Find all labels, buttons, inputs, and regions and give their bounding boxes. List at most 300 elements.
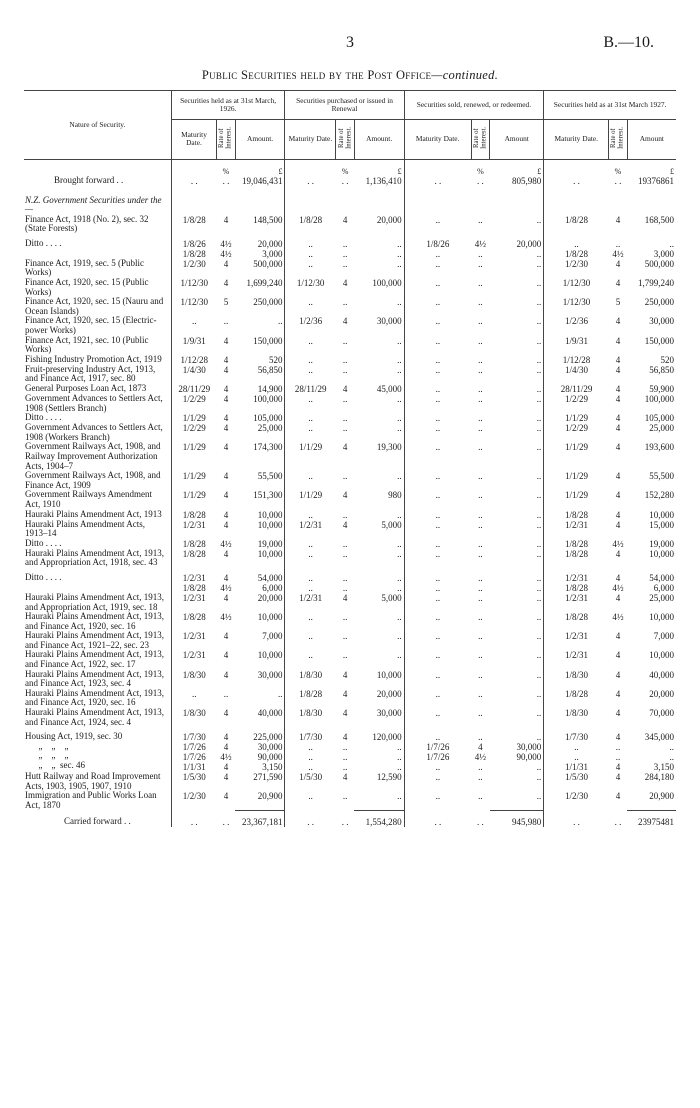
amount-cell: 100,000 bbox=[235, 394, 285, 413]
rate-cell: .. bbox=[478, 354, 483, 365]
amount-cell: 250,000 bbox=[644, 297, 674, 308]
amount-cell: 193,600 bbox=[644, 442, 674, 453]
rate-cell: .. bbox=[342, 354, 348, 365]
rate-cell: 4 bbox=[615, 490, 621, 501]
rate-cell: 4 bbox=[615, 708, 621, 719]
amount-cell: .. bbox=[354, 413, 404, 423]
rate-cell: .. bbox=[478, 509, 483, 520]
amount-cell: 23975481 bbox=[627, 811, 676, 828]
table-row bbox=[24, 727, 676, 772]
rate-cell: .. bbox=[223, 316, 229, 327]
amount-cell: 500,000 bbox=[644, 258, 674, 269]
amount-cell: .. bbox=[490, 278, 544, 297]
amount-cell: 10,000 bbox=[235, 612, 285, 631]
maturity-cell: 1/2/36 bbox=[299, 316, 323, 327]
maturity-cell: 1/5/30 bbox=[565, 772, 589, 783]
amount-cell: 40,000 bbox=[649, 669, 674, 680]
brought-forward-row: Brought forward . . . . . . 19,046,431 . . . . 1,136,410 . . . . 805,980 . . . . 19376861 bbox=[24, 176, 676, 196]
header-amount: Amount. bbox=[354, 120, 404, 160]
security-name: Housing Act, 1919, sec. 30 „ „ „ „ „ „ „ „ sec. 46 bbox=[24, 727, 171, 772]
rate-cell: .. bbox=[342, 335, 348, 346]
rate-cell: .. bbox=[342, 413, 348, 424]
maturity-cell: 1/8/28 bbox=[182, 214, 206, 225]
amount-cell: .. bbox=[354, 631, 404, 650]
header-group-purchased: Securities purchased or issued in Renewal bbox=[285, 91, 404, 120]
rate-cell: 4 bbox=[223, 509, 229, 520]
maturity-cell: 1/9/31 bbox=[182, 335, 206, 346]
rate-cell: 5 bbox=[223, 297, 229, 308]
rate-cell: 4 bbox=[223, 384, 229, 394]
maturity-cell: 1/8/30 bbox=[565, 708, 589, 719]
maturity-cell: 1/2/31 1/8/28 bbox=[182, 572, 206, 593]
rate-cell: 4 bbox=[342, 214, 348, 225]
amount-cell: .. bbox=[354, 259, 404, 278]
rate-cell: 5 bbox=[615, 297, 621, 308]
amount-cell: 20,000 bbox=[649, 688, 674, 699]
table-row bbox=[24, 549, 676, 568]
header-maturity-date: Maturity Date. bbox=[544, 120, 609, 160]
title-main: Public Securities held by the Post Office bbox=[201, 68, 432, 82]
amount-cell: 55,500 bbox=[235, 471, 285, 490]
rate-cell: 4 bbox=[615, 354, 621, 365]
security-name: Government Railways Act, 1908, and Railway Improvement Authorization Acts, 1904–7 bbox=[24, 442, 171, 471]
maturity-cell: 1/2/31 bbox=[182, 592, 206, 603]
rate-cell: 4 bbox=[223, 258, 229, 269]
rate-cell: 4 bbox=[223, 214, 229, 225]
maturity-cell: 1/8/26 1/8/28 bbox=[182, 238, 206, 259]
rate-cell: .. bbox=[342, 650, 348, 661]
amount-cell: 174,300 bbox=[235, 442, 285, 471]
rate-cell: 4 bbox=[223, 490, 229, 501]
maturity-cell: 1/12/28 bbox=[180, 354, 208, 365]
rate-cell: .. bbox=[342, 538, 348, 549]
rate-cell: .. .. bbox=[342, 238, 348, 259]
maturity-cell: .. bbox=[308, 612, 313, 623]
maturity-cell: .. bbox=[308, 297, 313, 308]
amount-cell: 55,500 bbox=[649, 471, 674, 482]
amount-cell: .. bbox=[354, 297, 404, 316]
table-row bbox=[24, 612, 676, 631]
maturity-cell: 1/12/30 bbox=[562, 278, 591, 289]
maturity-cell: 1/2/36 bbox=[565, 316, 589, 327]
amount-cell: 980 bbox=[354, 490, 404, 509]
amount-cell: 15,000 bbox=[649, 519, 674, 530]
table-row bbox=[24, 259, 676, 278]
maturity-cell: 1/8/26 .. bbox=[426, 238, 450, 259]
amount-cell: 148,500 bbox=[235, 215, 285, 234]
amount-cell: .. bbox=[490, 355, 544, 365]
rate-cell: 4 bbox=[615, 509, 621, 520]
maturity-cell: 1/2/30 bbox=[182, 258, 206, 269]
maturity-cell: .. bbox=[435, 519, 441, 530]
maturity-cell: 1/9/31 bbox=[565, 335, 589, 346]
rate-cell: 4 bbox=[223, 278, 229, 289]
amount-cell: .. bbox=[354, 394, 404, 413]
amount-cell: 45,000 bbox=[354, 384, 404, 394]
amount-cell: 54,000 6,000 bbox=[649, 572, 674, 593]
maturity-cell: 1/1/29 bbox=[565, 413, 589, 424]
maturity-cell: 1/1/29 bbox=[299, 442, 323, 453]
security-name: Government Railways Amendment Act, 1910 bbox=[24, 490, 171, 509]
amount-cell: .. bbox=[354, 612, 404, 631]
maturity-cell: .. bbox=[435, 688, 441, 699]
amount-cell: 40,000 bbox=[235, 708, 285, 727]
amount-cell: 105,000 bbox=[644, 413, 674, 424]
header-rate: Rate of Interest. bbox=[217, 120, 235, 160]
rate-cell: .. bbox=[478, 297, 483, 308]
rate-cell: 4 bbox=[615, 442, 621, 453]
maturity-cell: 1/4/30 bbox=[565, 364, 589, 375]
rate-cell: .. bbox=[342, 423, 348, 434]
rate-cell: 4 bbox=[223, 631, 229, 642]
maturity-cell: 1/1/29 bbox=[565, 471, 589, 482]
security-name: Finance Act, 1920, sec. 15 (Public Works) bbox=[24, 278, 171, 297]
section-heading-row bbox=[24, 196, 676, 215]
amount-cell: 10,000 bbox=[649, 548, 674, 559]
maturity-cell: .. bbox=[435, 612, 441, 623]
table-row bbox=[24, 423, 676, 442]
table-row bbox=[24, 490, 676, 509]
maturity-cell: .. bbox=[435, 413, 441, 424]
rate-cell: .. bbox=[478, 772, 483, 783]
rate-cell: 4 bbox=[615, 278, 621, 289]
rate-cell: .. .. bbox=[478, 572, 483, 593]
amount-cell: 945,980 bbox=[490, 811, 544, 828]
maturity-cell: .. bbox=[435, 214, 441, 225]
security-name: Hauraki Plains Amendment Act, 1913, and Finance Act, 1924, sec. 4 bbox=[24, 708, 171, 727]
amount-cell: 10,000 bbox=[354, 670, 404, 689]
security-name: Hauraki Plains Amendment Act, 1913 bbox=[24, 510, 171, 520]
amount-cell: .. bbox=[490, 650, 544, 669]
rate-cell: .. bbox=[478, 708, 483, 719]
amount-cell: 19,000 bbox=[649, 538, 674, 549]
security-name: Fishing Industry Promotion Act, 1919 bbox=[24, 355, 171, 365]
amount-cell: .. bbox=[354, 539, 404, 549]
amount-cell: 271,590 bbox=[235, 772, 285, 791]
security-name: Finance Act, 1918 (No. 2), sec. 32 (State Forests) bbox=[24, 215, 171, 234]
rate-cell: 4 4 4½ 4 bbox=[220, 732, 232, 773]
maturity-cell: 1/8/28 bbox=[182, 509, 206, 520]
amount-cell: .. bbox=[490, 612, 544, 631]
rate-cell: 4 bbox=[342, 772, 348, 783]
amount-cell: .. bbox=[354, 549, 404, 568]
header-maturity-date: Maturity Date. bbox=[171, 120, 216, 160]
amount-cell: 120,000 .. .. .. bbox=[354, 727, 404, 772]
table-row bbox=[24, 234, 676, 259]
securities-table bbox=[24, 90, 676, 827]
maturity-cell: .. bbox=[435, 592, 441, 603]
maturity-cell: .. bbox=[308, 548, 313, 559]
rate-cell: 4 bbox=[223, 708, 229, 719]
amount-cell: .. bbox=[490, 471, 544, 490]
rate-cell: .. bbox=[478, 631, 483, 642]
maturity-cell: .. bbox=[435, 548, 441, 559]
amount-cell: .. bbox=[490, 316, 544, 335]
rate-cell: 4 bbox=[615, 423, 621, 434]
amount-cell: .. .. bbox=[354, 568, 404, 593]
rate-cell: 4 bbox=[615, 384, 621, 394]
rate-cell: 4 bbox=[615, 519, 621, 530]
maturity-cell: .. .. bbox=[308, 238, 313, 259]
rate-cell: 4 bbox=[615, 316, 621, 327]
maturity-cell: 1/5/30 bbox=[299, 772, 323, 783]
maturity-cell: 1/2/29 bbox=[565, 394, 589, 404]
rate-cell: .. bbox=[223, 688, 229, 699]
table-row bbox=[24, 365, 676, 384]
rate-cell: 4 bbox=[223, 442, 229, 453]
table-row bbox=[24, 593, 676, 612]
amount-cell: 520 bbox=[235, 355, 285, 365]
amount-cell: 345,000 .. .. 3,150 bbox=[644, 732, 674, 773]
amount-cell: 151,300 bbox=[235, 490, 285, 509]
security-name: Fruit-preserving Industry Act, 1913, and Finance Act, 1917, sec. 80 bbox=[24, 365, 171, 384]
maturity-cell: .. bbox=[308, 423, 313, 434]
amount-cell: .. bbox=[235, 316, 285, 335]
amount-cell: 20,000 bbox=[354, 215, 404, 234]
rate-cell: 4 bbox=[615, 650, 621, 661]
maturity-cell: 1/4/30 bbox=[182, 364, 206, 375]
rate-cell: .. bbox=[342, 548, 348, 559]
header-maturity-date: Maturity Date. bbox=[285, 120, 336, 160]
maturity-cell: .. bbox=[435, 631, 441, 642]
maturity-cell: 1/12/30 bbox=[180, 297, 208, 308]
maturity-cell: 1/2/31 bbox=[299, 592, 323, 603]
security-name: Hauraki Plains Amendment Act, 1913, and Finance Act, 1923, sec. 4 bbox=[24, 670, 171, 689]
amount-cell: 19,300 bbox=[354, 442, 404, 471]
rate-cell: 4 bbox=[342, 688, 348, 699]
maturity-cell: .. bbox=[435, 669, 441, 680]
maturity-cell: 1/8/28 bbox=[565, 538, 589, 549]
amount-cell: .. bbox=[490, 520, 544, 539]
security-name: Government Advances to Settlers Act, 1908 (Settlers Branch) bbox=[24, 394, 171, 413]
security-name: Hauraki Plains Amendment Act, 1913, and Finance Act, 1922, sec. 17 bbox=[24, 650, 171, 669]
amount-cell: .. bbox=[354, 365, 404, 384]
amount-cell: .. bbox=[490, 510, 544, 520]
amount-cell: 805,980 bbox=[490, 176, 544, 196]
rate-cell: .. bbox=[478, 316, 483, 327]
maturity-cell: 1/8/30 bbox=[182, 708, 206, 719]
rate-cell: 4 bbox=[615, 669, 621, 680]
maturity-cell: 1/8/30 bbox=[299, 669, 323, 680]
maturity-cell: 1/2/29 bbox=[182, 423, 206, 434]
maturity-cell: 1/1/29 bbox=[565, 442, 589, 453]
maturity-cell: .. bbox=[308, 791, 313, 802]
amount-cell: .. bbox=[354, 650, 404, 669]
maturity-cell: 1/2/29 bbox=[182, 394, 206, 404]
table-row bbox=[24, 442, 676, 471]
rate-cell: 4 .. .. .. bbox=[342, 732, 348, 773]
rate-cell: 4 bbox=[615, 413, 621, 424]
amount-cell: 100,000 bbox=[354, 278, 404, 297]
rate-cell: .. bbox=[478, 538, 483, 549]
maturity-cell: 1/8/28 bbox=[182, 538, 206, 549]
table-row bbox=[24, 278, 676, 297]
amount-cell: 20,900 bbox=[649, 791, 674, 802]
rate-cell: .. bbox=[342, 297, 348, 308]
maturity-cell: .. 1/8/28 bbox=[565, 238, 589, 259]
rate-cell: .. 4½ bbox=[612, 238, 624, 259]
maturity-cell: 1/2/31 bbox=[182, 631, 206, 642]
amount-cell: .. bbox=[490, 423, 544, 442]
amount-cell: 1,799,240 bbox=[638, 278, 674, 289]
maturity-cell: 1/1/29 bbox=[182, 471, 206, 482]
amount-cell: 1,136,410 bbox=[354, 176, 404, 196]
amount-cell: .. bbox=[490, 593, 544, 612]
amount-cell: 25,000 bbox=[235, 423, 285, 442]
rate-cell: .. bbox=[342, 258, 348, 269]
amount-cell: .. bbox=[354, 336, 404, 355]
rate-cell: 4 bbox=[342, 384, 348, 394]
amount-cell: 19376861 bbox=[638, 175, 674, 186]
maturity-cell: 1/8/28 bbox=[182, 548, 206, 559]
maturity-cell: .. bbox=[435, 708, 441, 719]
amount-cell: 7,000 bbox=[653, 631, 674, 642]
amount-cell: 100,000 bbox=[644, 394, 674, 404]
amount-cell: 10,000 bbox=[649, 650, 674, 661]
maturity-cell: .. bbox=[435, 423, 441, 434]
rate-cell: 4 bbox=[223, 592, 229, 603]
table-row bbox=[24, 708, 676, 727]
rate-cell: .. bbox=[342, 791, 348, 802]
maturity-cell: 1/7/30 .. .. 1/1/31 bbox=[565, 732, 589, 773]
amount-cell: 520 bbox=[660, 354, 674, 365]
page-number: 3 bbox=[346, 34, 354, 51]
amount-cell: 1,699,240 bbox=[235, 278, 285, 297]
maturity-cell: 1/2/29 bbox=[565, 423, 589, 434]
amount-cell: .. bbox=[490, 708, 544, 727]
amount-cell: 20,000 3,000 bbox=[235, 234, 285, 259]
header-group-held-1927: Securities held as at 31st March 1927. bbox=[544, 91, 676, 120]
amount-cell: .. bbox=[490, 670, 544, 689]
amount-cell: 30,000 bbox=[354, 708, 404, 727]
amount-cell: 105,000 bbox=[235, 413, 285, 423]
amount-cell: 20,000 .. bbox=[490, 234, 544, 259]
table-row bbox=[24, 670, 676, 689]
security-name: Hauraki Plains Amendment Act, 1913, and Appropriation Act, 1918, sec. 43 bbox=[24, 549, 171, 568]
rate-cell: .. bbox=[478, 548, 483, 559]
amount-cell: .. bbox=[490, 259, 544, 278]
rate-cell: .. bbox=[478, 442, 483, 453]
maturity-cell: 28/11/29 bbox=[560, 384, 593, 394]
amount-cell: 14,900 bbox=[235, 384, 285, 394]
header-amount: Amount bbox=[627, 120, 676, 160]
rate-cell: 4 bbox=[615, 631, 621, 642]
security-name: Finance Act, 1919, sec. 5 (Public Works) bbox=[24, 259, 171, 278]
maturity-cell: .. bbox=[435, 364, 441, 375]
rate-cell: .. bbox=[478, 688, 483, 699]
security-name: Hauraki Plains Amendment Act, 1913, and Finance Act, 1920, sec. 16 bbox=[24, 612, 171, 631]
security-name: Hauraki Plains Amendment Act, 1913, and Finance Act, 1920, sec. 16 bbox=[24, 689, 171, 708]
rate-cell: 4 bbox=[223, 394, 229, 404]
maturity-cell: 1/5/30 bbox=[182, 772, 206, 783]
rate-cell: .. bbox=[478, 364, 483, 375]
maturity-cell: .. bbox=[308, 650, 313, 661]
maturity-cell: .. bbox=[308, 509, 313, 520]
amount-cell: .. bbox=[490, 549, 544, 568]
rate-cell: .. bbox=[478, 490, 483, 501]
security-name: Hauraki Plains Amendment Acts, 1913–14 bbox=[24, 520, 171, 539]
amount-cell: 5,000 bbox=[354, 593, 404, 612]
rate-cell: 4 bbox=[342, 592, 348, 603]
amount-cell: 10,000 bbox=[649, 612, 674, 623]
maturity-cell: 1/12/30 bbox=[562, 297, 591, 308]
header-nature-of-security: Nature of Security. bbox=[24, 91, 171, 160]
rate-cell: 4 bbox=[342, 669, 348, 680]
rate-cell: .. bbox=[478, 278, 483, 289]
security-name: Ditto . . . . bbox=[24, 234, 171, 259]
rate-cell: 4 bbox=[342, 278, 348, 289]
maturity-cell: 1/8/28 bbox=[182, 612, 206, 623]
amount-cell: 23,367,181 bbox=[235, 811, 285, 828]
security-name: Hutt Railway and Road Improvement Acts, 1903, 1905, 1907, 1910 bbox=[24, 772, 171, 791]
carried-forward-label: Carried forward . . bbox=[24, 811, 171, 828]
amount-cell: 284,180 bbox=[644, 772, 674, 783]
maturity-cell: .. bbox=[308, 364, 313, 375]
amount-cell: 19,000 bbox=[235, 539, 285, 549]
security-name: Government Railways Act, 1908, and Finance Act, 1909 bbox=[24, 471, 171, 490]
maturity-cell: .. bbox=[435, 258, 441, 269]
maturity-cell: 1/2/31 bbox=[565, 631, 589, 642]
maturity-cell: .. bbox=[435, 297, 441, 308]
security-name: Finance Act, 1921, sec. 10 (Public Works) bbox=[24, 336, 171, 355]
maturity-cell: 28/11/29 bbox=[294, 384, 327, 394]
maturity-cell: 1/2/30 bbox=[182, 791, 206, 802]
rate-cell: .. bbox=[478, 519, 483, 530]
header-rate: Rate of Interest. bbox=[471, 120, 489, 160]
security-name: Ditto . . . . bbox=[24, 413, 171, 423]
rate-cell: 4 bbox=[342, 490, 348, 501]
amount-cell: .. bbox=[490, 215, 544, 234]
amount-cell: 20,000 bbox=[235, 593, 285, 612]
amount-cell: 30,000 bbox=[235, 670, 285, 689]
amount-cell: 10,000 bbox=[235, 549, 285, 568]
maturity-cell: 1/1/29 bbox=[565, 490, 589, 501]
amount-cell: 30,000 bbox=[354, 316, 404, 335]
maturity-cell: 1/8/30 bbox=[565, 669, 589, 680]
maturity-cell: 1/7/30 .. .. .. bbox=[299, 732, 323, 773]
amount-cell: 12,590 bbox=[354, 772, 404, 791]
amount-cell: 7,000 bbox=[235, 631, 285, 650]
amount-cell: 20,000 bbox=[354, 689, 404, 708]
maturity-cell: .. .. bbox=[435, 572, 441, 593]
rate-cell: 4 bbox=[342, 316, 348, 327]
amount-cell: .. bbox=[354, 510, 404, 520]
amount-cell: 54,000 6,000 bbox=[235, 568, 285, 593]
amount-cell: 225,000 30,000 90,000 3,150 bbox=[235, 727, 285, 772]
amount-cell: .. bbox=[490, 394, 544, 413]
maturity-cell: .. bbox=[435, 471, 441, 482]
header-maturity-date: Maturity Date. bbox=[404, 120, 471, 160]
rate-cell: .. bbox=[478, 592, 483, 603]
maturity-cell: 1/8/28 bbox=[565, 548, 589, 559]
rate-cell: 4 bbox=[615, 592, 621, 603]
amount-cell: 70,000 bbox=[649, 708, 674, 719]
maturity-cell: 1/2/31 bbox=[565, 650, 589, 661]
rate-cell: .. bbox=[342, 509, 348, 520]
table-row bbox=[24, 336, 676, 355]
amount-cell: .. bbox=[354, 471, 404, 490]
maturity-cell: .. bbox=[435, 335, 441, 346]
rate-cell: 4 bbox=[223, 791, 229, 802]
amount-cell: 25,000 bbox=[649, 423, 674, 434]
table-row bbox=[24, 568, 676, 593]
rate-cell: .. bbox=[478, 384, 483, 394]
rate-cell: 4 bbox=[615, 471, 621, 482]
header-rate: Rate of Interest. bbox=[609, 120, 627, 160]
table-row bbox=[24, 650, 676, 669]
amount-cell: .. bbox=[490, 689, 544, 708]
maturity-cell: .. bbox=[308, 631, 313, 642]
